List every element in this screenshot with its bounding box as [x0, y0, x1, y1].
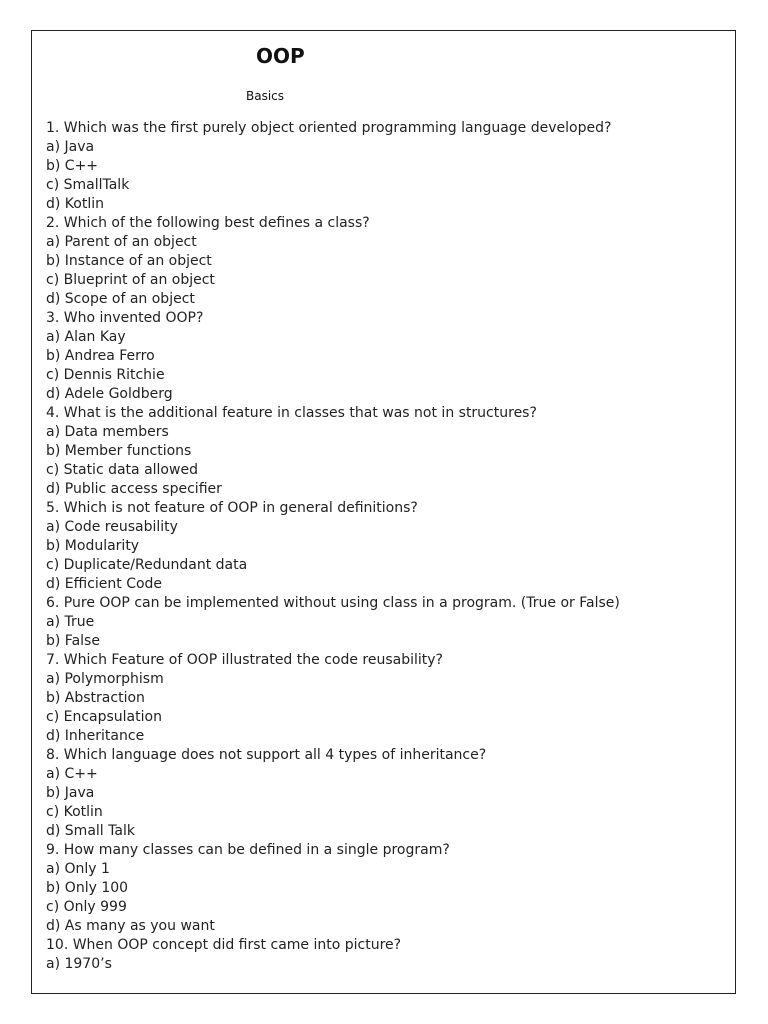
answer-option: c) Kotlin [46, 804, 103, 820]
question-list [46, 119, 620, 974]
question-line: 9. How many classes can be defined in a single program? [46, 842, 450, 858]
answer-option: d) Scope of an object [46, 291, 195, 307]
answer-option: c) SmallTalk [46, 177, 130, 193]
question-line: 5. Which is not feature of OOP in general definitions? [46, 500, 418, 516]
answer-option: c) Dennis Ritchie [46, 367, 165, 383]
answer-option: d) Public access specifier [46, 481, 222, 497]
answer-option: d) Inheritance [46, 728, 145, 744]
question-line: 10. When OOP concept did first came into picture? [46, 937, 402, 953]
answer-option: a) Alan Kay [46, 329, 126, 345]
answer-option: b) Only 100 [46, 880, 129, 896]
answer-option: a) C++ [46, 766, 98, 782]
answer-option: d) Small Talk [46, 823, 135, 839]
answer-option: b) Modularity [46, 538, 140, 554]
question-line: 6. Pure OOP can be implemented without using class in a program. (True or False) [46, 595, 620, 611]
answer-option: c) Duplicate/Redundant data [46, 557, 248, 573]
answer-option: c) Encapsulation [46, 709, 162, 725]
answer-option: a) True [46, 614, 95, 630]
answer-option: d) Kotlin [46, 196, 104, 212]
answer-option: b) C++ [46, 158, 99, 174]
answer-option: b) Instance of an object [46, 253, 212, 269]
answer-option: d) Efficient Code [46, 576, 163, 592]
answer-option: a) 1970’s [46, 956, 112, 972]
document-title: OOP [256, 44, 305, 68]
answer-option: a) Only 1 [46, 861, 110, 877]
answer-option: a) Polymorphism [46, 671, 164, 687]
answer-option: c) Only 999 [46, 899, 127, 915]
answer-option: d) As many as you want [46, 918, 215, 934]
answer-option: a) Java [46, 139, 95, 155]
answer-option: b) Abstraction [46, 690, 145, 706]
answer-option: a) Parent of an object [46, 234, 197, 250]
question-line: 8. Which language does not support all 4 types of inheritance? [46, 747, 487, 763]
answer-option: a) Data members [46, 424, 169, 440]
question-line: 4. What is the additional feature in classes that was not in structures? [46, 405, 537, 421]
question-line: 7. Which Feature of OOP illustrated the code reusability? [46, 652, 443, 668]
answer-option: b) False [46, 633, 100, 649]
document-subtitle: Basics [246, 89, 285, 103]
answer-option: b) Andrea Ferro [46, 348, 155, 364]
question-line: 1. Which was the first purely object oriented programming language developed? [46, 120, 612, 136]
answer-option: b) Member functions [46, 443, 192, 459]
answer-option: d) Adele Goldberg [46, 386, 173, 402]
answer-option: a) Code reusability [46, 519, 178, 535]
answer-option: b) Java [46, 785, 95, 801]
answer-option: c) Blueprint of an object [46, 272, 215, 288]
question-line: 3. Who invented OOP? [46, 310, 204, 326]
answer-option: c) Static data allowed [46, 462, 198, 478]
question-line: 2. Which of the following best defines a class? [46, 215, 370, 231]
